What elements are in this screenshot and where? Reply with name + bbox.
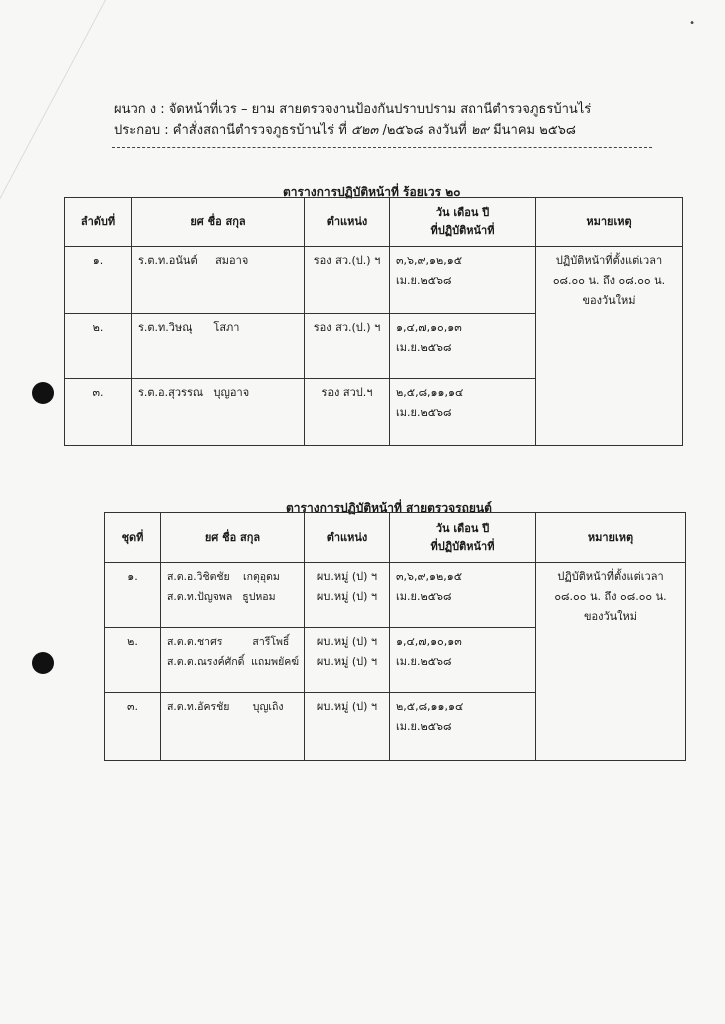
duty-dates xyxy=(390,379,536,446)
officer-name: ร.ต.ท.วิษณุ โสภา xyxy=(132,314,305,379)
officer-positions xyxy=(305,628,390,693)
divider xyxy=(112,147,652,148)
table-row xyxy=(65,247,683,314)
order-number-handwritten: ๕๒๓ xyxy=(351,123,379,138)
col-header: ตำแหน่ง xyxy=(305,513,390,563)
officer-name: ส.ต.อ.วิชิตชัย เกตุอุดม xyxy=(167,571,280,583)
col-header: ตำแหน่ง xyxy=(305,198,390,247)
duty-dates xyxy=(390,247,536,314)
header-ref-mid: /๒๕๖๘ ลงวันที่ xyxy=(382,123,467,138)
punch-hole xyxy=(32,382,54,404)
team-number: ๒. xyxy=(105,628,161,693)
table2-title: ตารางการปฏิบัติหน้าที่ สายตรวจรถยนต์ xyxy=(286,501,492,515)
header-ref-prefix: ประกอบ : คำสั่งสถานีตำรวจภูธรบ้านไร่ ที่ xyxy=(114,123,347,138)
month-year: เม.ย.๒๕๖๘ xyxy=(396,406,452,419)
remark-line: ๐๘.๐๐ น. ถึง ๐๘.๐๐ น. xyxy=(552,274,666,287)
officer-position: ผบ.หมู่ (ป) ฯ xyxy=(316,635,378,648)
table-row xyxy=(105,563,686,628)
col-header: วัน เดือน ปี ที่ปฏิบัติหน้าที่ xyxy=(390,513,536,563)
punch-hole xyxy=(32,652,54,674)
officer-names xyxy=(161,628,305,693)
remark-line: ของวันใหม่ xyxy=(582,294,636,307)
scan-speck: • xyxy=(689,18,695,29)
officer-name: ส.ต.ท.อัครชัย บุญเถิง xyxy=(167,701,284,713)
officer-position: ผบ.หมู่ (ป) ฯ xyxy=(316,570,378,583)
team-number: ๓. xyxy=(105,693,161,761)
duty-dates xyxy=(390,314,536,379)
officer-positions xyxy=(305,563,390,628)
table-header-row xyxy=(65,198,683,247)
table1-title: ตารางการปฏิบัติหน้าที่ ร้อยเวร ๒๐ xyxy=(283,185,461,199)
row-number: ๑. xyxy=(65,247,132,314)
row-number: ๓. xyxy=(65,379,132,446)
col-header: ยศ ชื่อ สกุล xyxy=(132,198,305,247)
col-header: วัน เดือน ปี ที่ปฏิบัติหน้าที่ xyxy=(390,198,536,247)
col-header: ลำดับที่ xyxy=(65,198,132,247)
remark-line: ปฏิบัติหน้าที่ตั้งแต่เวลา xyxy=(555,254,663,267)
officer-name: ส.ต.ต.ณรงค์ศักดิ์ แถมพยัคฆ์ xyxy=(167,656,300,668)
dates: ๒,๕,๘,๑๑,๑๔ xyxy=(396,700,464,713)
officer-position: รอง สว.(ป.) ฯ xyxy=(305,247,390,314)
officer-names xyxy=(161,563,305,628)
officer-position: รอง สว.(ป.) ฯ xyxy=(305,314,390,379)
dates: ๓,๖,๙,๑๒,๑๕ xyxy=(396,254,463,267)
month-year: เม.ย.๒๕๖๘ xyxy=(396,720,452,733)
remark-line: ปฏิบัติหน้าที่ตั้งแต่เวลา xyxy=(557,570,664,583)
month-year: เม.ย.๒๕๖๘ xyxy=(396,341,452,354)
officer-name: ร.ต.ท.อนันต์ สมอาจ xyxy=(132,247,305,314)
table-patrol-car xyxy=(104,512,686,761)
col-header: ยศ ชื่อ สกุล xyxy=(161,513,305,563)
remark-cell xyxy=(536,247,683,446)
dates: ๒,๕,๘,๑๑,๑๔ xyxy=(396,386,464,399)
col-header: หมายเหตุ xyxy=(536,198,683,247)
remark-line: ๐๘.๐๐ น. ถึง ๐๘.๐๐ น. xyxy=(554,590,667,603)
header-ref-suffix: มีนาคม ๒๕๖๘ xyxy=(493,123,576,138)
officer-position: ผบ.หมู่ (ป) ฯ xyxy=(316,700,378,713)
table-header-row xyxy=(105,513,686,563)
dates: ๓,๖,๙,๑๒,๑๕ xyxy=(396,570,463,583)
month-year: เม.ย.๒๕๖๘ xyxy=(396,274,452,287)
duty-dates xyxy=(390,563,536,628)
officer-names xyxy=(161,693,305,761)
officer-position: ผบ.หมู่ (ป) ฯ xyxy=(316,590,378,603)
officer-position: ผบ.หมู่ (ป) ฯ xyxy=(316,655,378,668)
duty-dates xyxy=(390,693,536,761)
dates: ๑,๔,๗,๑๐,๑๓ xyxy=(396,635,462,648)
col-header: ชุดที่ xyxy=(105,513,161,563)
month-year: เม.ย.๒๕๖๘ xyxy=(396,655,452,668)
team-number: ๑. xyxy=(105,563,161,628)
header-line-1: ผนวก ง : จัดหน้าที่เวร – ยาม สายตรวจงานป้องกันปราบปราม สถานีตำรวจภูธรบ้านไร่ xyxy=(114,102,592,117)
remark-cell xyxy=(536,563,686,761)
duty-dates xyxy=(390,628,536,693)
row-number: ๒. xyxy=(65,314,132,379)
table-duty-officers xyxy=(64,197,683,446)
remark-line: ของวันใหม่ xyxy=(583,610,638,623)
officer-name: ส.ต.ต.ชาศร สารีโพธิ์ xyxy=(167,636,290,648)
officer-positions xyxy=(305,693,390,761)
day-handwritten: ๒๙ xyxy=(470,123,489,138)
officer-position: รอง สวป.ฯ xyxy=(305,379,390,446)
dates: ๑,๔,๗,๑๐,๑๓ xyxy=(396,321,462,334)
header-line-2 xyxy=(114,119,576,140)
col-header: หมายเหตุ xyxy=(536,513,686,563)
month-year: เม.ย.๒๕๖๘ xyxy=(396,590,452,603)
officer-name: ร.ต.อ.สุวรรณ บุญอาจ xyxy=(132,379,305,446)
officer-name: ส.ต.ท.ปัญจพล ธูปหอม xyxy=(167,591,276,603)
